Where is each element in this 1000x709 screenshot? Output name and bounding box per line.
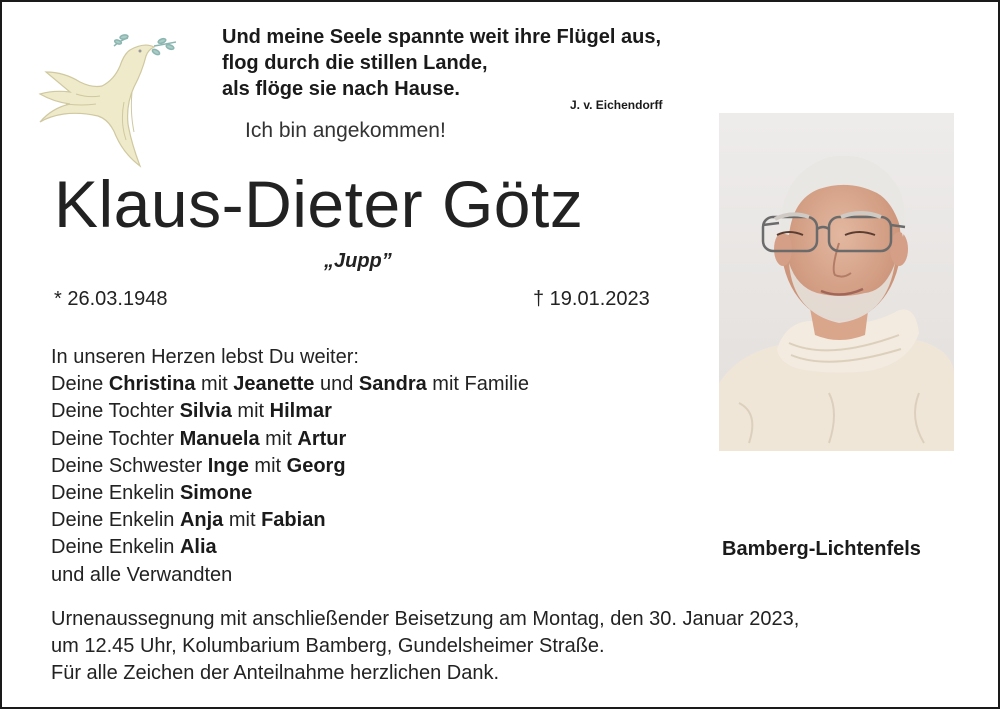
family-member-name: Artur — [297, 427, 347, 450]
deceased-name: Klaus-Dieter Götz — [54, 167, 584, 241]
family-member-name: Inge — [207, 454, 249, 477]
dove-with-olive-branch-icon — [36, 32, 176, 172]
family-line — [51, 453, 529, 480]
family-line-text: Deine Enkelin — [51, 536, 180, 559]
poem-line: als flöge sie nach Hause. — [222, 78, 460, 100]
family-member-name: Georg — [286, 454, 346, 477]
poem-line: Und meine Seele spannte weit ihre Flügel aus, — [222, 26, 662, 48]
family-line-text: Deine Tochter — [51, 400, 180, 423]
family-member-name: Fabian — [261, 509, 326, 532]
location: Bamberg-Lichtenfels — [722, 538, 921, 560]
family-line — [51, 371, 529, 398]
funeral-info-line: um 12.45 Uhr, Kolumbarium Bamberg, Gundelsheimer Straße. — [51, 635, 605, 658]
family-closing: und alle Verwandten — [51, 563, 233, 586]
family-line — [51, 398, 529, 425]
poem-line: flog durch die stillen Lande, — [222, 52, 488, 74]
birth-date: * 26.03.1948 — [54, 288, 168, 310]
family-line-text: Deine Enkelin — [51, 509, 180, 532]
family-line-text: Deine Tochter — [51, 427, 180, 450]
family-line-text: mit Familie — [426, 373, 529, 396]
family-line-text: und — [314, 373, 359, 396]
family-intro: In unseren Herzen lebst Du weiter: — [51, 346, 359, 368]
family-lines — [51, 371, 529, 561]
family-line-text: Deine — [51, 373, 109, 396]
family-line-text: mit — [223, 509, 262, 532]
family-line-text: mit — [195, 373, 234, 396]
funeral-info — [51, 606, 799, 688]
family-member-name: Sandra — [358, 373, 427, 396]
portrait-photo — [719, 113, 954, 451]
family-line-text: mit — [259, 427, 298, 450]
family-member-name: Anja — [179, 509, 224, 532]
family-line — [51, 480, 529, 507]
family-member-name: Alia — [179, 536, 217, 559]
family-member-name: Christina — [108, 373, 196, 396]
funeral-info-line: Für alle Zeichen der Anteilnahme herzlichen Dank. — [51, 662, 500, 685]
family-member-name: Manuela — [179, 427, 260, 450]
family-line-text: mit — [248, 454, 287, 477]
family-line-text: Deine Enkelin — [51, 482, 180, 505]
family-line-text: Deine Schwester — [51, 454, 208, 477]
family-line — [51, 426, 529, 453]
family-member-name: Silvia — [179, 400, 232, 423]
arrived-line: Ich bin angekommen! — [245, 119, 446, 142]
family-member-name: Hilmar — [269, 400, 332, 423]
family-list — [51, 344, 529, 589]
poem — [222, 24, 661, 102]
family-line — [51, 534, 529, 561]
family-member-name: Jeanette — [233, 373, 315, 396]
family-line — [51, 507, 529, 534]
family-line-text: mit — [231, 400, 270, 423]
poem-author: J. v. Eichendorff — [570, 98, 663, 112]
deceased-nickname: „Jupp” — [324, 250, 392, 272]
death-date: † 19.01.2023 — [533, 288, 650, 310]
family-member-name: Simone — [179, 482, 253, 505]
funeral-info-line: Urnenaussegnung mit anschließender Beisetzung am Montag, den 30. Januar 2023, — [51, 608, 800, 630]
